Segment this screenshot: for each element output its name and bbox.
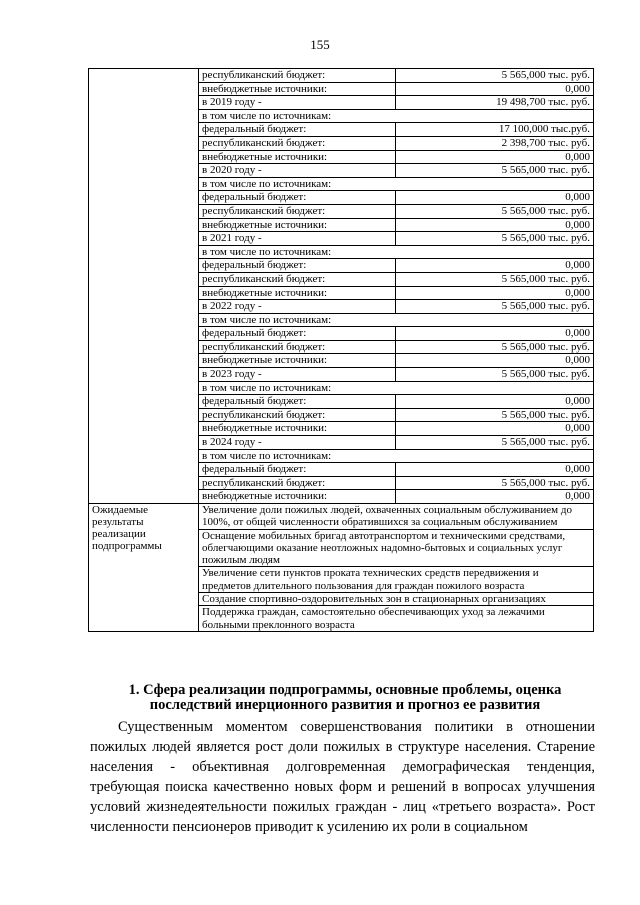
finance-label: в том числе по источникам:: [199, 177, 594, 191]
expected-result-item: Оснащение мобильных бригад автотранспортом и техническими средствами, облегчающими оказание неотложных надомно-бытовых и социальных услуг пожилым людям: [199, 529, 594, 567]
finance-label: в том числе по источникам:: [199, 109, 594, 123]
finance-label: республиканский бюджет:: [199, 408, 396, 422]
finance-label: федеральный бюджет:: [199, 191, 396, 205]
finance-amount: 5 565,000 тыс. руб.: [396, 340, 594, 354]
finance-amount: 0,000: [396, 218, 594, 232]
expected-result-item: Создание спортивно-оздоровительных зон в стационарных организациях: [199, 593, 594, 606]
finance-amount: 5 565,000 тыс. руб.: [396, 272, 594, 286]
finance-label: внебюджетные источники:: [199, 150, 396, 164]
finance-label: внебюджетные источники:: [199, 422, 396, 436]
result-row: [89, 504, 594, 530]
finance-amount: 0,000: [396, 490, 594, 504]
finance-amount: 0,000: [396, 191, 594, 205]
finance-label: федеральный бюджет:: [199, 395, 396, 409]
finance-label: внебюджетные источники:: [199, 218, 396, 232]
finance-label: в том числе по источникам:: [199, 381, 594, 395]
finance-label: республиканский бюджет:: [199, 476, 396, 490]
section-heading: 1. Сфера реализации подпрограммы, основные проблемы, оценка последствий инерционного развития и прогноз ее развития: [128, 682, 562, 713]
finance-label: республиканский бюджет:: [199, 272, 396, 286]
finance-amount: 5 565,000 тыс. руб.: [396, 164, 594, 178]
finance-label: республиканский бюджет:: [199, 136, 396, 150]
finance-amount: 0,000: [396, 395, 594, 409]
expected-result-item: Увеличение сети пунктов проката технических средств передвижения и предметов длительного пользования для граждан пожилого возраста: [199, 567, 594, 593]
finance-amount: 2 398,700 тыс. руб.: [396, 136, 594, 150]
finance-label: в 2022 году -: [199, 300, 396, 314]
finance-amount: 17 100,000 тыс.руб.: [396, 123, 594, 137]
finance-label: в том числе по источникам:: [199, 245, 594, 259]
finance-amount: 0,000: [396, 463, 594, 477]
finance-label: республиканский бюджет:: [199, 340, 396, 354]
finance-amount: 5 565,000 тыс. руб.: [396, 204, 594, 218]
finance-label: внебюджетные источники:: [199, 82, 396, 96]
page-number: 155: [310, 37, 330, 52]
expected-result-item: Поддержка граждан, самостоятельно обеспечивающих уход за лежачими больными преклонного возраста: [199, 606, 594, 632]
finance-label: федеральный бюджет:: [199, 327, 396, 341]
blank-label-cell: [89, 69, 199, 504]
finance-amount: 5 565,000 тыс. руб.: [396, 476, 594, 490]
finance-amount: 5 565,000 тыс. руб.: [396, 408, 594, 422]
finance-label: федеральный бюджет:: [199, 259, 396, 273]
finance-amount: 0,000: [396, 259, 594, 273]
finance-amount: 0,000: [396, 327, 594, 341]
finance-label: в том числе по источникам:: [199, 313, 594, 327]
subprogram-passport-table: [88, 68, 594, 632]
finance-amount: 5 565,000 тыс. руб.: [396, 69, 594, 83]
finance-amount: 0,000: [396, 150, 594, 164]
finance-amount: 0,000: [396, 286, 594, 300]
finance-label: в 2023 году -: [199, 368, 396, 382]
finance-amount: 5 565,000 тыс. руб.: [396, 300, 594, 314]
finance-label: республиканский бюджет:: [199, 204, 396, 218]
finance-amount: 19 498,700 тыс. руб.: [396, 96, 594, 110]
finance-amount: 5 565,000 тыс. руб.: [396, 232, 594, 246]
expected-results-label: Ожидаемые результаты реализации подпрограммы: [89, 504, 199, 632]
finance-label: внебюджетные источники:: [199, 490, 396, 504]
finance-amount: 0,000: [396, 354, 594, 368]
finance-label: республиканский бюджет:: [199, 69, 396, 83]
finance-amount: 5 565,000 тыс. руб.: [396, 436, 594, 450]
finance-label: в 2019 году -: [199, 96, 396, 110]
finance-label: в том числе по источникам:: [199, 449, 594, 463]
finance-table-body: [89, 69, 594, 632]
finance-amount: 5 565,000 тыс. руб.: [396, 368, 594, 382]
finance-label: федеральный бюджет:: [199, 123, 396, 137]
finance-label: внебюджетные источники:: [199, 286, 396, 300]
finance-label: в 2024 году -: [199, 436, 396, 450]
finance-label: в 2020 году -: [199, 164, 396, 178]
finance-label: федеральный бюджет:: [199, 463, 396, 477]
finance-row: [89, 69, 594, 83]
finance-label: в 2021 году -: [199, 232, 396, 246]
expected-result-item: Увеличение доли пожилых людей, охваченных социальным обслуживанием до 100%, от общей численности обратившихся за социальным обслуживанием: [199, 504, 594, 530]
body-paragraph: Существенным моментом совершенствования политики в отношении пожилых людей является рост доли пожилых в структуре населения. Старение населения - объективная долговременная демографическая тенденция, требующая поиска качественно новых форм и решений в вопросах улучшения условий жизнедеятельности пожилых граждан - лиц «третьего возраста». Рост численности пенсионеров приводит к усилению их роли в социальном: [90, 719, 595, 835]
finance-amount: 0,000: [396, 82, 594, 96]
finance-amount: 0,000: [396, 422, 594, 436]
finance-label: внебюджетные источники:: [199, 354, 396, 368]
